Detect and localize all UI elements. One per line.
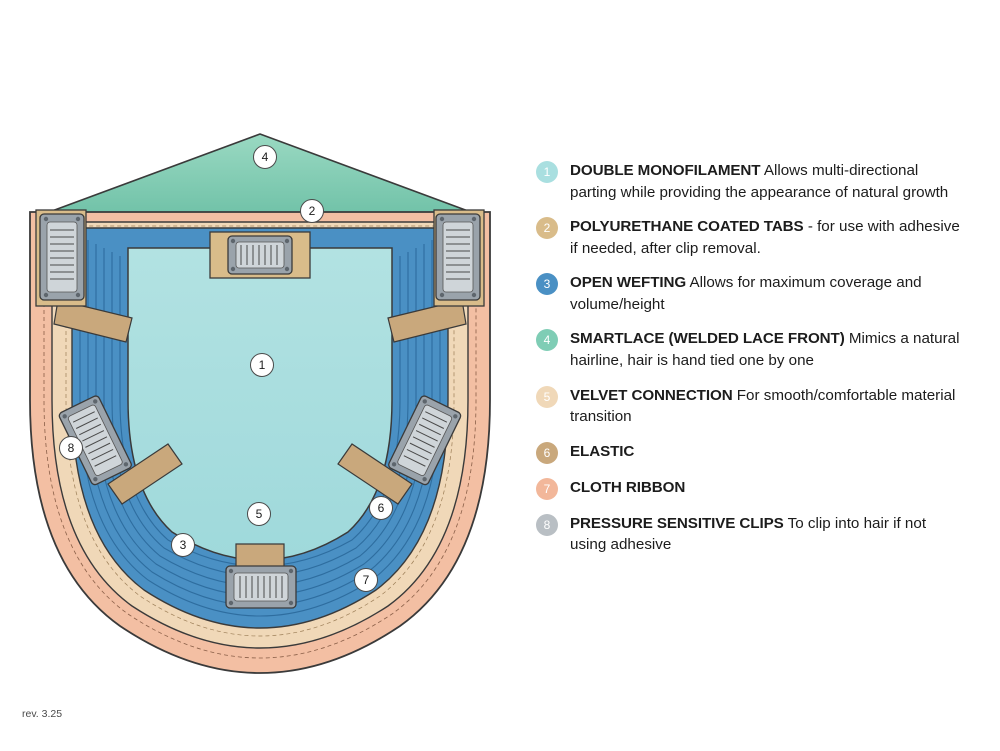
legend-text-2 [570,216,962,259]
legend-term-1: DOUBLE MONOFILAMENT [570,162,761,179]
legend-item-2 [536,216,966,259]
legend-term-6: ELASTIC [570,442,635,460]
legend-bullet-8: 8 [536,514,558,536]
wig-cap-diagram [0,0,520,700]
revision-label: rev. 3.25 [22,708,63,720]
legend-bullet-5: 5 [536,386,558,408]
callout-8: 8 [59,436,83,460]
legend-bullet-7: 7 [536,478,558,500]
callout-3: 3 [171,533,195,557]
legend-item-7 [536,477,966,500]
legend-desc-4: Mimics a natural hairline, hair is hand tied one by one [570,330,960,370]
legend-text-3 [570,272,962,315]
legend-term-5: VELVET CONNECTION [570,386,733,404]
wig-cap-svg [0,0,520,700]
legend-text-6 [570,441,634,463]
legend-list [536,160,966,569]
legend-item-3 [536,272,966,315]
legend-text-1 [570,160,962,203]
legend-term-7: CLOTH RIBBON [570,478,686,496]
callout-5: 5 [247,502,271,526]
legend-desc-3: Allows for maximum coverage and volume/height [570,274,922,313]
legend-term-2: POLYURETHANE COATED TABS [570,218,804,236]
legend-bullet-1: 1 [536,161,558,183]
legend-bullet-6: 6 [536,442,558,464]
legend-item-6 [536,441,966,464]
legend-item-5 [536,385,966,428]
legend-item-8 [536,513,966,556]
callout-2: 2 [300,199,324,223]
legend-term-3: OPEN WEFTING [570,274,687,292]
legend-bullet-3: 3 [536,273,558,295]
legend-item-4 [536,328,966,371]
legend-text-8 [570,513,962,556]
legend-text-7 [570,477,685,499]
legend-desc-2: - for use with adhesive if needed, after clip removal. [570,218,960,257]
legend-term-8: PRESSURE SENSITIVE CLIPS [570,514,784,532]
legend-desc-8: To clip into hair if not using adhesive [570,514,927,554]
callout-6: 6 [369,496,393,520]
legend-item-1 [536,160,966,203]
callout-1: 1 [250,353,274,377]
legend-text-5 [570,385,962,428]
legend-text-4 [570,328,962,371]
legend-desc-1: Allows multi-directional parting while providing the appearance of natural growth [570,162,949,201]
legend-desc-5: For smooth/comfortable material transition [570,386,956,426]
callout-7: 7 [354,568,378,592]
callout-4: 4 [253,145,277,169]
legend-term-4: SMARTLACE (WELDED LACE FRONT) [570,330,845,348]
legend-bullet-2: 2 [536,217,558,239]
legend-bullet-4: 4 [536,329,558,351]
